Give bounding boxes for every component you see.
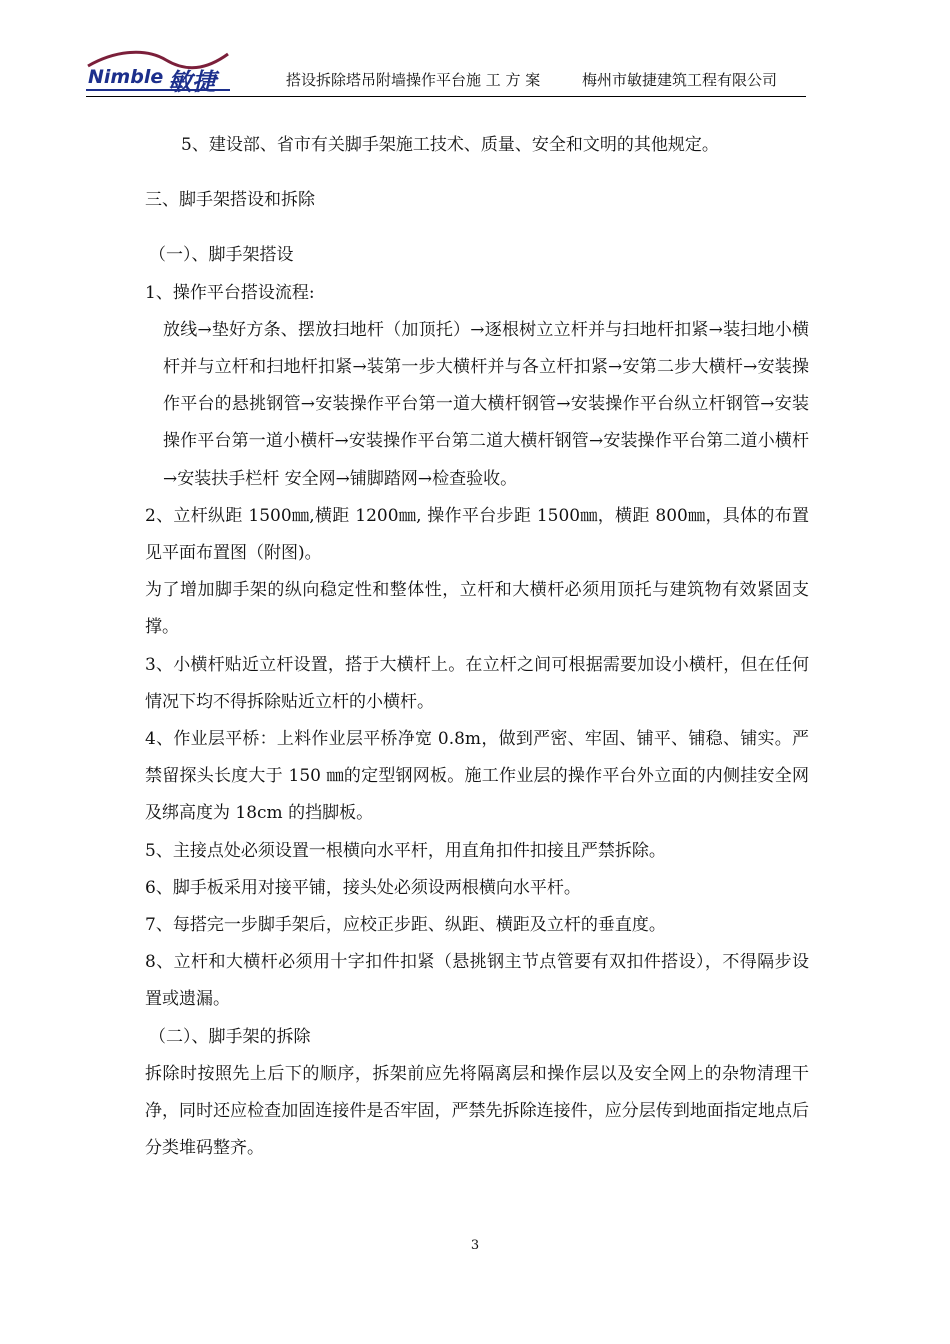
paragraph-reference-5: 5、建设部、省市有关脚手架施工技术、质量、安全和文明的其他规定。 — [181, 135, 719, 155]
page-header — [86, 44, 806, 96]
paragraph-dismantling: 拆除时按照先上后下的顺序，拆架前应先将隔离层和操作层以及安全网上的杂物清理干净，同时还应检查加固连接件是否牢固，严禁先拆除连接件，应分层传到地面指定地点后分类堆码整齐。 — [145, 1063, 809, 1159]
subsection-heading-1: （一）、脚手架搭设 — [149, 245, 294, 266]
spacer — [145, 219, 809, 237]
company-logo — [86, 44, 230, 94]
paragraph-stability: 为了增加脚手架的纵向稳定性和整体性，立杆和大横杆必须用顶托与建筑物有效紧固支撑。 — [145, 580, 809, 638]
paragraph-item-7: 7、每搭完一步脚手架后，应校正步距、纵距、横距及立杆的垂直度。 — [145, 915, 666, 936]
paragraph-item-6: 6、脚手板采用对接平铺，接头处必须设两根横向水平杆。 — [145, 877, 581, 898]
header-divider — [86, 96, 806, 97]
document-body — [145, 127, 809, 1167]
paragraph-item-2: 2、立杆纵距 1500㎜,横距 1200㎜, 操作平台步距 1500㎜，横距 800㎜，具体的布置见平面布置图（附图)。 — [145, 505, 809, 564]
logo-text-zh: 敏捷 — [168, 68, 216, 96]
paragraph-item-3: 3、小横杆贴近立杆设置，搭于大横杆上。在立杆之间可根据需要加设小横杆，但在任何情况下均不得拆除贴近立杆的小横杆。 — [145, 654, 809, 712]
subsection-heading-2: （二）、脚手架的拆除 — [149, 1026, 311, 1047]
company-name: 梅州市敏捷建筑工程有限公司 — [582, 71, 778, 89]
page-number: 3 — [470, 1238, 480, 1253]
paragraph-procedure: 放线→垫好方条、摆放扫地杆（加顶托）→逐根树立立杆并与扫地杆扣紧→装扫地小横杆并与立杆和扫地杆扣紧→装第一步大横杆并与各立杆扣紧→安第二步大横杆→安装操作平台的悬挑钢管→安装操作平台第一道大横杆钢管→安装操作平台纵立杆钢管→安装操作平台第一道小横杆→安装操作平台第二道大横杆钢管→安装操作平台第二道小横杆→安装扶手栏杆 安全网→铺脚踏网→检查验收。 — [163, 319, 809, 489]
logo-text-en: Nimble — [88, 66, 164, 88]
document-title: 搭设拆除塔吊附墙操作平台施 工 方 案 — [286, 71, 541, 89]
paragraph-item-4: 4、作业层平桥：上料作业层平桥净宽 0.8m，做到严密、牢固、铺平、铺稳、铺实。严禁留探头长度大于 150 ㎜的定型钢网板。施工作业层的操作平台外立面的内侧挂安全网及绑高度为 18cm 的挡脚板。 — [145, 729, 809, 824]
spacer — [145, 164, 809, 182]
section-heading-3: 三、脚手架搭设和拆除 — [145, 190, 315, 211]
paragraph-item-8: 8、立杆和大横杆必须用十字扣件扣紧（悬挑钢主节点管要有双扣件搭设），不得隔步设置或遗漏。 — [145, 952, 809, 1010]
paragraph-item-1: 1、操作平台搭设流程: — [145, 282, 315, 303]
paragraph-item-5: 5、主接点处必须设置一根横向水平杆，用直角扣件扣接且严禁拆除。 — [145, 840, 666, 861]
